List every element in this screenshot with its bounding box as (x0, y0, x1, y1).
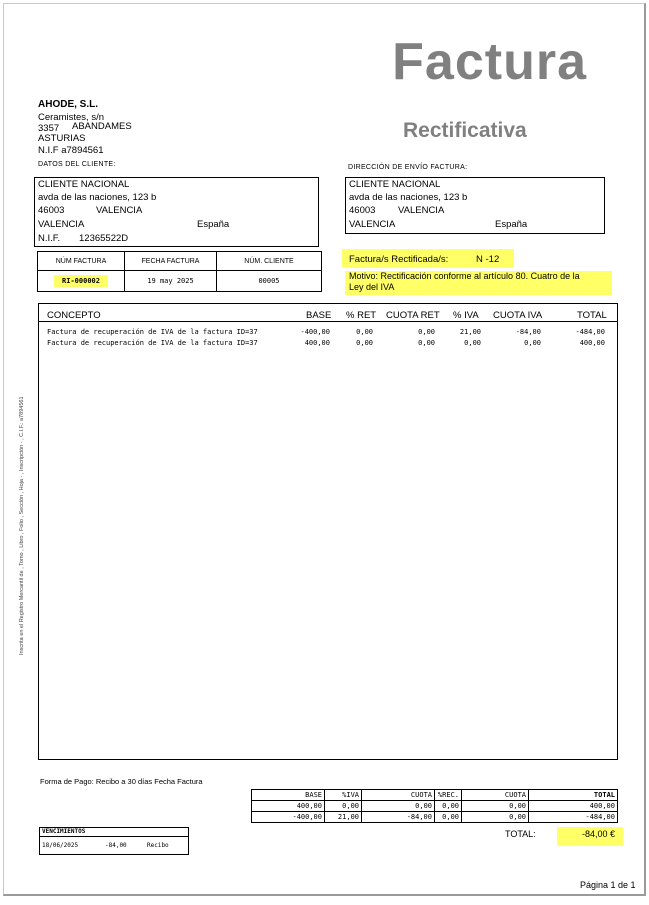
client-label: DATOS DEL CLIENTE: (38, 161, 116, 168)
motive-line-2: Ley del IVA (349, 282, 395, 292)
row-2-ret: 0,00 (356, 339, 373, 347)
col-base-header: BASE (306, 310, 332, 321)
due-label: VENCIMIENTOS (42, 828, 86, 835)
sum-header-cuota-rec: CUOTA (462, 790, 529, 801)
total-label: TOTAL: (505, 829, 536, 839)
lines-table (38, 303, 618, 760)
due-type: Recibo (147, 842, 169, 849)
client-city: VALENCIA (96, 205, 143, 216)
sum-r1-cuota-rec: 0,00 (462, 801, 529, 812)
sum-r2-cuota: -84,00 (362, 812, 435, 823)
row-2-concept: Factura de recuperación de IVA de la factura ID=37 (47, 339, 258, 347)
sum-header-total: TOTAL (529, 790, 618, 801)
sum-r1-base: 400,00 (252, 801, 325, 812)
sum-header-cuota: CUOTA (362, 790, 435, 801)
sum-header-base: BASE (252, 790, 325, 801)
lines-table-header-divider (38, 321, 618, 322)
shipping-postal: 46003 (349, 205, 376, 216)
client-province: VALENCIA (38, 219, 85, 230)
sum-header-iva: %IVA (325, 790, 362, 801)
client-nif: 12365522D (79, 233, 129, 244)
client-number-header: NÚM. CLIENTE (217, 252, 322, 271)
shipping-city: VALENCIA (398, 205, 445, 216)
invoice-number-cell (38, 271, 125, 292)
invoice-info-table (37, 251, 322, 292)
row-1-cuota-iva: -84,00 (515, 328, 541, 336)
row-2-iva: 0,00 (464, 339, 481, 347)
shipping-country: España (495, 219, 528, 230)
shipping-label: DIRECCIÓN DE ENVÍO FACTURA: (348, 164, 468, 171)
sum-r1-cuota: 0,00 (362, 801, 435, 812)
sum-r1-total: 400,00 (529, 801, 618, 812)
invoice-title: Factura (392, 33, 587, 91)
invoice-number: RI-000002 (54, 275, 108, 287)
client-street: avda de las naciones, 123 b (38, 192, 157, 203)
sum-r2-base: -400,00 (252, 812, 325, 823)
row-1-cuota-ret: 0,00 (418, 328, 435, 336)
client-name: CLIENTE NACIONAL (38, 179, 130, 190)
summary-table (251, 789, 618, 823)
shipping-name: CLIENTE NACIONAL (349, 179, 441, 190)
due-date: 18/06/2025 (42, 842, 79, 849)
row-2-total: 400,00 (579, 339, 605, 347)
row-2-base: 400,00 (304, 339, 330, 347)
company-city: ABANDAMES (72, 121, 132, 132)
company-name: AHODE, S.L. (38, 99, 99, 110)
col-concept-header: CONCEPTO (47, 310, 101, 321)
col-total-header: TOTAL (577, 310, 607, 321)
shipping-province: VALENCIA (349, 219, 396, 230)
col-iva-header: % IVA (453, 310, 479, 321)
company-street: Ceramistes, s/n (38, 112, 104, 123)
total-value: -84,00 € (557, 827, 623, 846)
sum-header-rec: %REC. (435, 790, 462, 801)
company-province: ASTURIAS (38, 133, 86, 144)
col-cuota-iva-header: CUOTA IVA (493, 310, 543, 321)
invoice-subtitle: Rectificativa (403, 119, 527, 142)
shipping-street: avda de las naciones, 123 b (349, 192, 468, 203)
company-postal: 3357 (38, 123, 60, 134)
invoice-number-header: NÚM FACTURA (38, 252, 125, 271)
client-nif-label: N.I.F. (38, 233, 61, 244)
sum-r1-iva: 0,00 (325, 801, 362, 812)
page-number: Página 1 de 1 (580, 880, 636, 890)
sum-r2-rec: 0,00 (435, 812, 462, 823)
motive-line-1: Motivo: Rectificación conforme al artículo 80. Cuatro de la (349, 271, 580, 281)
row-2-cuota-ret: 0,00 (418, 339, 435, 347)
row-1-base: -400,00 (300, 328, 330, 336)
client-number: 00005 (217, 271, 322, 292)
col-cuota-ret-header: CUOTA RET (386, 310, 440, 321)
registry-vertical-text: Inscrita en el Registro Mercantil de , Tomo , Libro , Folio , Sección , Hoja - , Inscripción - , C.I.F.: a7894561 (19, 396, 25, 655)
company-nif: N.I.F a7894561 (38, 145, 104, 156)
row-1-total: -484,00 (575, 328, 605, 336)
row-1-ret: 0,00 (356, 328, 373, 336)
row-1-concept: Factura de recuperación de IVA de la factura ID=37 (47, 328, 258, 336)
col-ret-header: % RET (346, 310, 377, 321)
sum-r1-rec: 0,00 (435, 801, 462, 812)
client-country: España (197, 219, 230, 230)
due-amount: -84,00 (105, 842, 127, 849)
rectified-label: Factura/s Rectificada/s: (349, 254, 449, 265)
sum-r2-iva: 21,00 (325, 812, 362, 823)
due-box-divider (39, 836, 189, 837)
sum-r2-total: -484,00 (529, 812, 618, 823)
invoice-date: 19 may 2025 (125, 271, 217, 292)
sum-r2-cuota-rec: 0,00 (462, 812, 529, 823)
row-2-cuota-iva: 0,00 (524, 339, 541, 347)
invoice-date-header: FECHA FACTURA (125, 252, 217, 271)
client-postal: 46003 (38, 205, 65, 216)
rectified-value: N -12 (476, 254, 500, 265)
payment-method: Forma de Pago: Recibo a 30 días Fecha Factura (40, 777, 203, 786)
row-1-iva: 21,00 (459, 328, 481, 336)
